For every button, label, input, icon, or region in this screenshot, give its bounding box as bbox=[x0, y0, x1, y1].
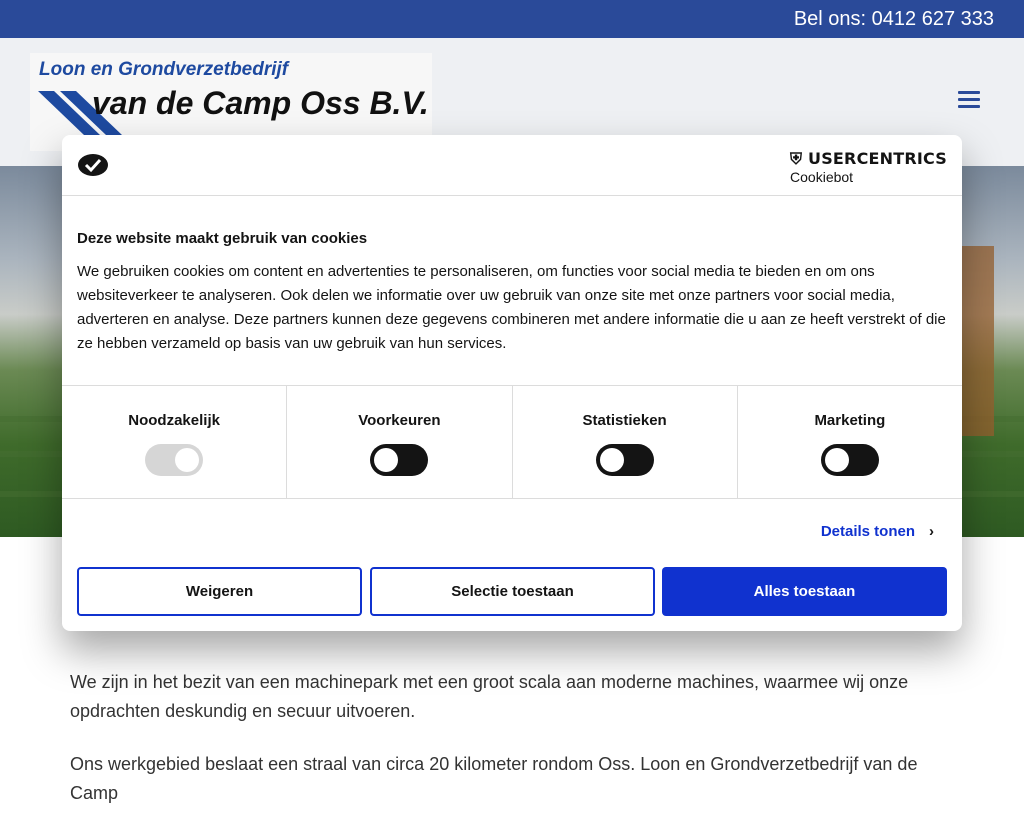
dialog-title: Deze website maakt gebruik van cookies bbox=[77, 230, 368, 247]
logo-company-name: van de Camp Oss B.V. bbox=[92, 85, 429, 121]
hero-cta-box bbox=[960, 246, 994, 436]
toggle-label: Voorkeuren bbox=[358, 412, 441, 429]
toggle-label: Marketing bbox=[814, 412, 886, 429]
statistics-switch[interactable] bbox=[596, 444, 654, 476]
hamburger-menu-icon[interactable] bbox=[958, 91, 980, 109]
brand-subtitle: Cookiebot bbox=[790, 169, 854, 185]
details-label: Details tonen bbox=[820, 523, 915, 540]
marketing-switch[interactable] bbox=[821, 444, 879, 476]
toggle-label: Noodzakelijk bbox=[128, 412, 220, 429]
content-paragraph: Ons werkgebied beslaat een straal van circa 20 kilometer rondom Oss. Loon en Grondverzetbedrijf van de Camp bbox=[70, 754, 918, 803]
necessary-switch bbox=[145, 444, 203, 476]
consent-toggles bbox=[62, 385, 962, 499]
toggle-label: Statistieken bbox=[582, 412, 667, 429]
phone-link[interactable]: Bel ons: 0412 627 333 bbox=[793, 8, 994, 30]
allow-selection-button[interactable]: Selectie toestaan bbox=[370, 567, 655, 616]
brand-name: USERCENTRICS bbox=[808, 149, 947, 168]
details-link[interactable] bbox=[821, 523, 934, 540]
content-paragraph: We zijn in het bezit van een machinepark met een groot scala aan moderne machines, waarmee wij onze opdrachten deskundig en secuur uitvoeren. bbox=[70, 672, 909, 721]
allow-all-button[interactable]: Alles toestaan bbox=[662, 567, 947, 616]
dialog-description: We gebruiken cookies om content en advertenties te personaliseren, om functies voor social media te bieden en om ons websiteverkeer te analyseren. Ook delen we informatie over uw gebruik van onze site met onze partners voor social media, adverteren en analyse. Deze partners kunnen deze gegevens combineren met andere informatie die u aan ze heeft verstrekt of die ze hebben verzameld op basis van uw gebruik van hun services. bbox=[77, 263, 946, 352]
toggle-marketing bbox=[738, 386, 962, 498]
logo-tagline: Loon en Grondverzetbedrijf bbox=[39, 59, 289, 80]
cookiebot-logo-icon bbox=[77, 153, 109, 177]
shield-icon: ⛨ bbox=[790, 149, 809, 168]
cookie-consent-dialog bbox=[62, 135, 962, 631]
reject-button[interactable]: Weigeren bbox=[77, 567, 362, 616]
toggle-necessary bbox=[62, 386, 287, 498]
dialog-header bbox=[62, 135, 962, 196]
toggle-preferences bbox=[287, 386, 512, 498]
main-content bbox=[70, 668, 970, 832]
preferences-switch[interactable] bbox=[370, 444, 428, 476]
usercentrics-brand[interactable] bbox=[790, 149, 947, 185]
chevron-right-icon: › bbox=[929, 523, 934, 540]
top-bar bbox=[0, 0, 1024, 38]
toggle-statistics bbox=[513, 386, 738, 498]
